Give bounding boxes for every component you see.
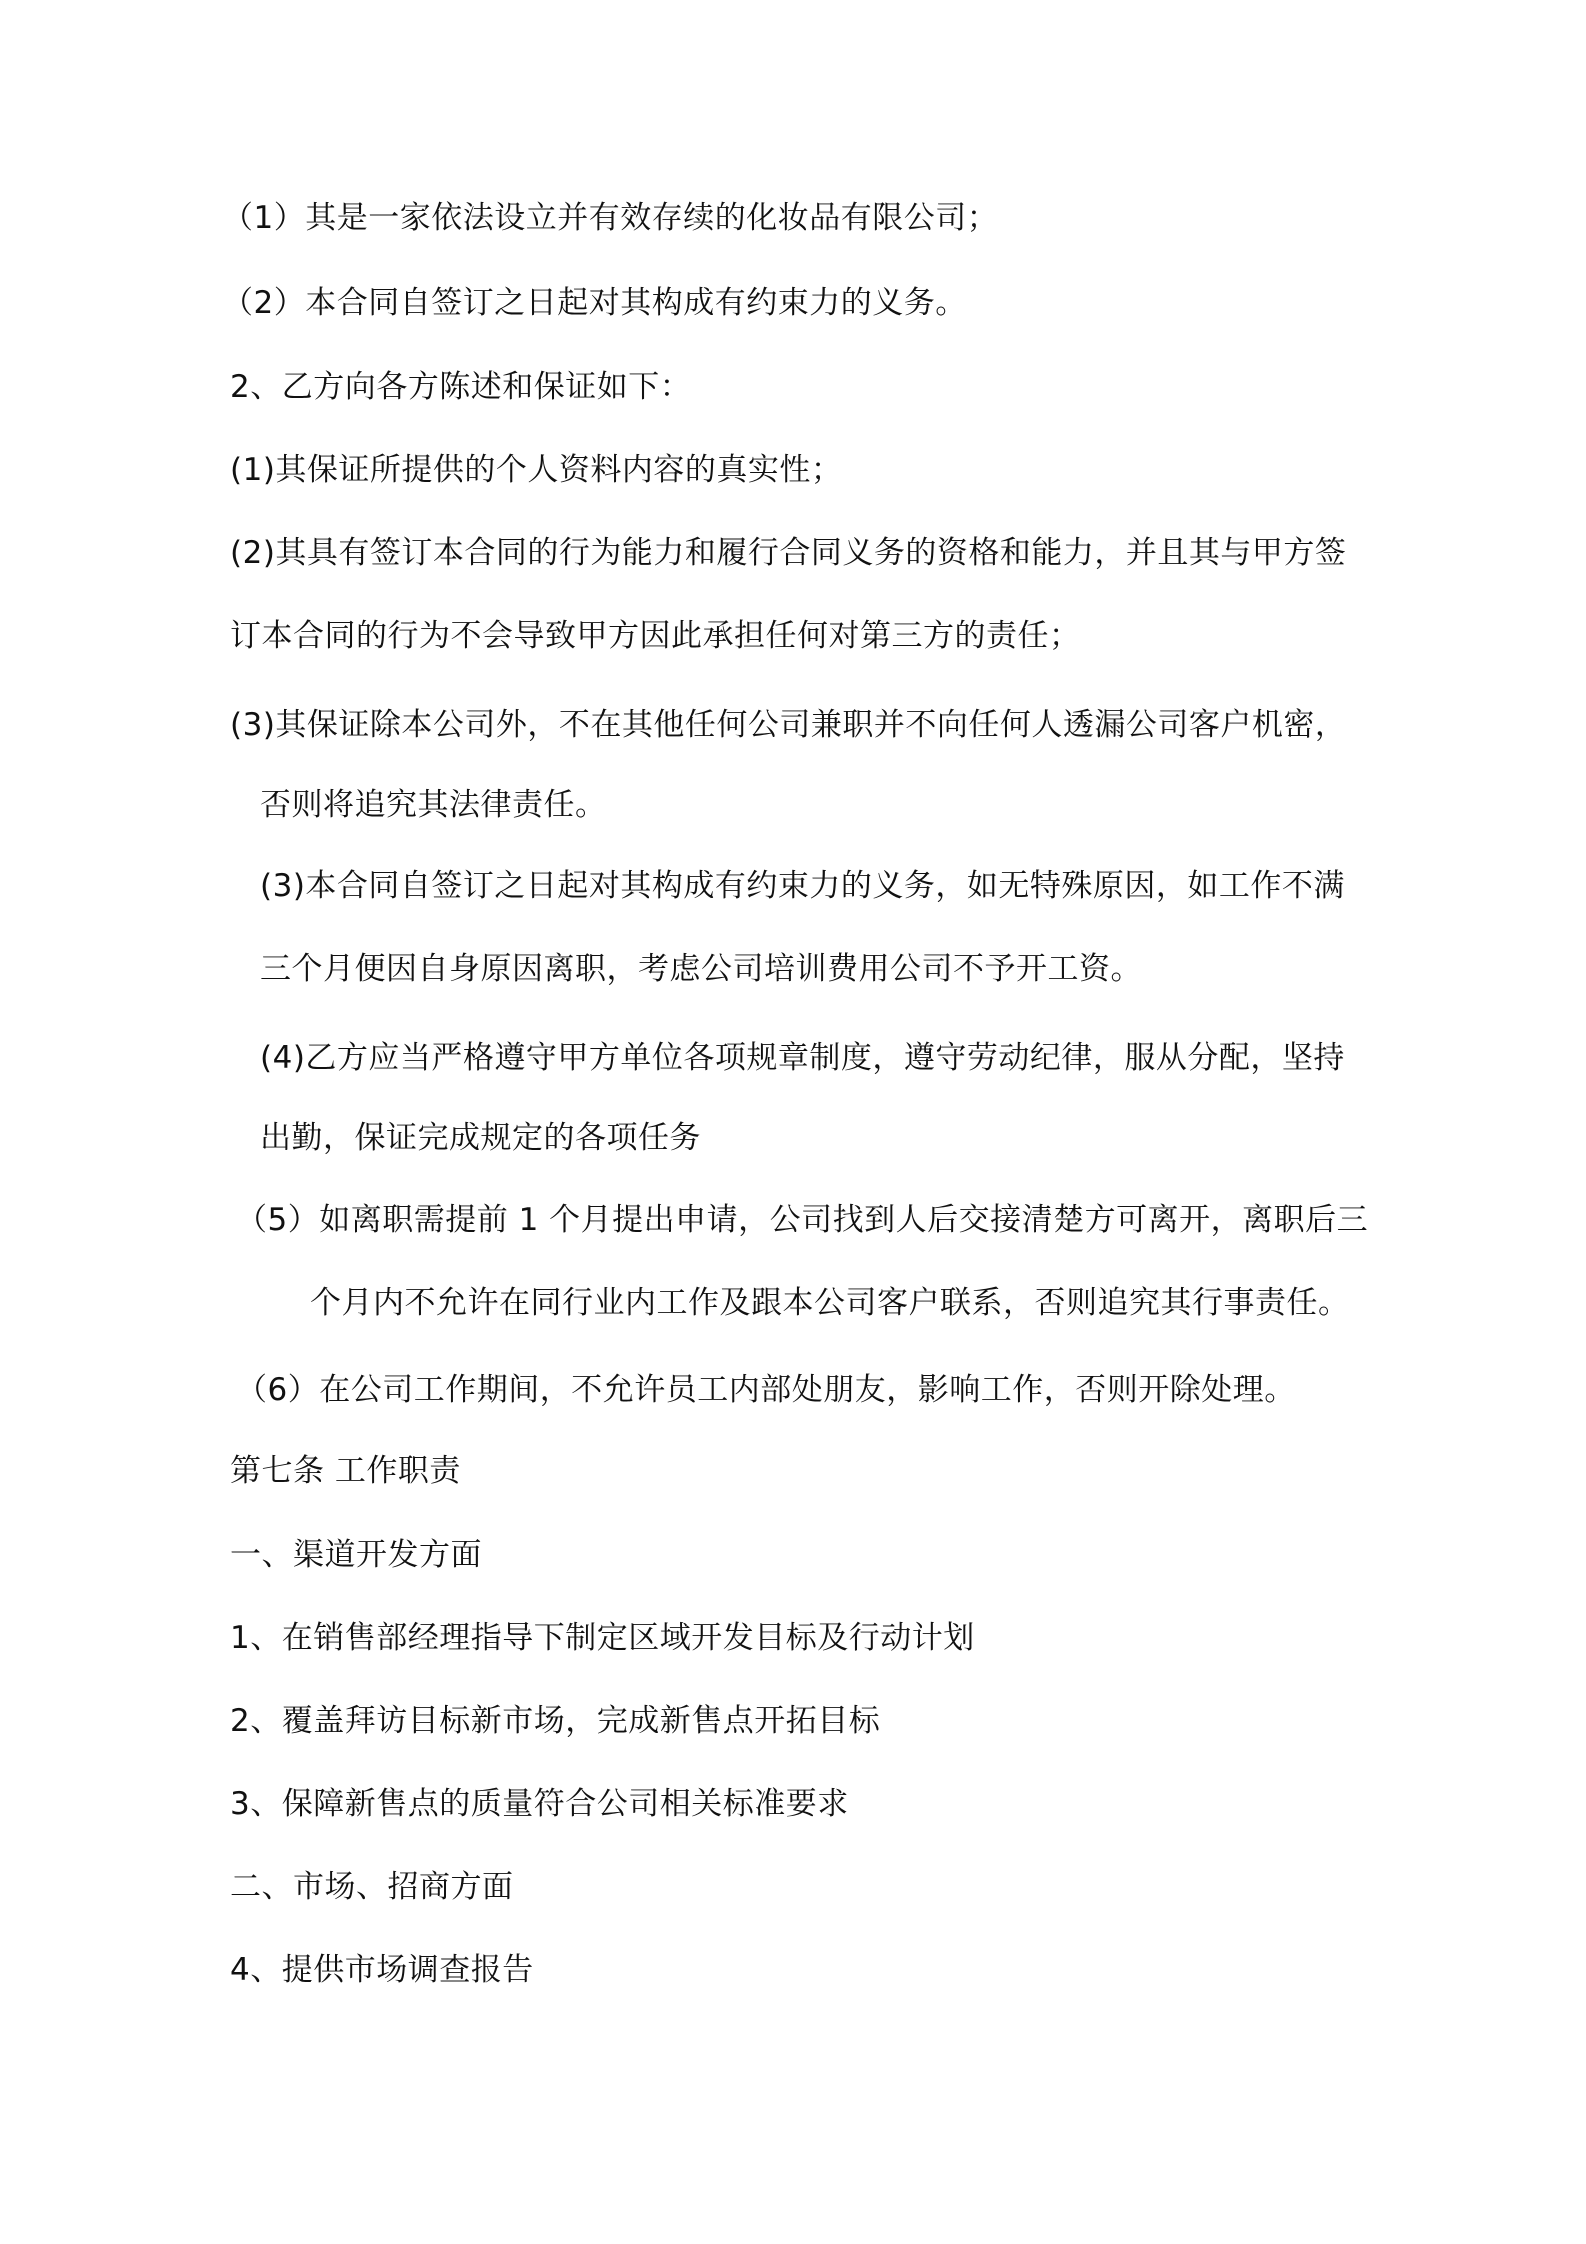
clause-2-5-line-2: 个月内不允许在同行业内工作及跟本公司客户联系，否则追究其行事责任。 (310, 1285, 1350, 1321)
duty-3: 3、保障新售点的质量符合公司相关标准要求 (230, 1786, 849, 1822)
duty-1: 1、在销售部经理指导下制定区域开发目标及行动计划 (230, 1620, 975, 1656)
clause-2-6: （6）在公司工作期间，不允许员工内部处朋友，影响工作，否则开除处理。 (236, 1372, 1296, 1408)
duty-4: 4、提供市场调查报告 (230, 1952, 534, 1988)
section-channel-heading: 一、渠道开发方面 (230, 1537, 482, 1573)
clause-2-4-line-2: 出勤，保证完成规定的各项任务 (260, 1120, 701, 1156)
clause-2-2-line-2: 订本合同的行为不会导致甲方因此承担任何对第三方的责任； (230, 618, 1081, 654)
clause-2-3b-line-2: 三个月便因自身原因离职，考虑公司培训费用公司不予开工资。 (260, 951, 1142, 987)
section-2-heading: 2、乙方向各方陈述和保证如下： (230, 369, 692, 405)
clause-2-2-line-1: (2)其具有签订本合同的行为能力和履行合同义务的资格和能力，并且其与甲方签 (230, 535, 1347, 571)
clause-2-3a-line-1: (3)其保证除本公司外，不在其他任何公司兼职并不向任何人透漏公司客户机密， (230, 707, 1347, 743)
duty-2: 2、覆盖拜访目标新市场，完成新售点开拓目标 (230, 1703, 881, 1739)
clause-2-1: (1)其保证所提供的个人资料内容的真实性； (230, 452, 843, 488)
clause-1-2: （2）本合同自签订之日起对其构成有约束力的义务。 (222, 285, 967, 321)
clause-2-3b-line-1: (3)本合同自签订之日起对其构成有约束力的义务，如无特殊原因，如工作不满 (260, 868, 1345, 904)
clause-2-4-line-1: (4)乙方应当严格遵守甲方单位各项规章制度，遵守劳动纪律，服从分配，坚持 (260, 1040, 1345, 1076)
clause-2-3a-line-2: 否则将追究其法律责任。 (260, 787, 607, 823)
clause-2-5-line-1: （5）如离职需提前 1 个月提出申请，公司找到人后交接清楚方可离开，离职后三 (236, 1202, 1369, 1238)
article-7-heading: 第七条 工作职责 (230, 1453, 461, 1489)
clause-1-1: （1）其是一家依法设立并有效存续的化妆品有限公司； (222, 200, 999, 236)
section-market-heading: 二、市场、招商方面 (230, 1869, 514, 1905)
